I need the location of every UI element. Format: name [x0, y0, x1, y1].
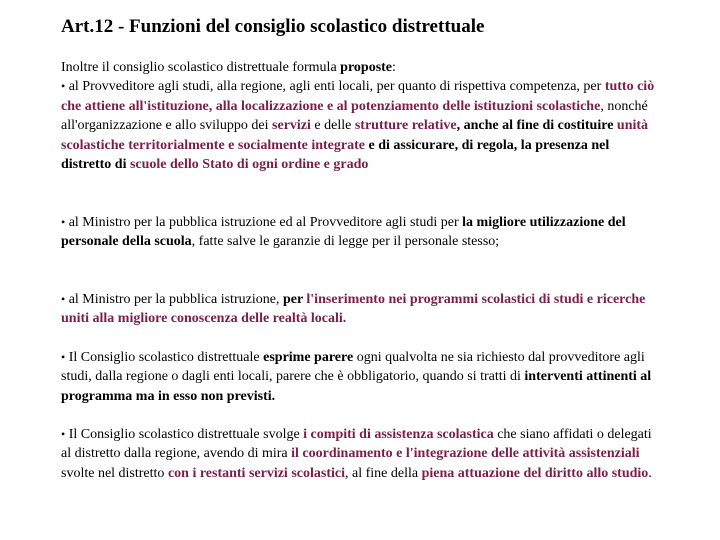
paragraph-esprime-parere: [61, 348, 661, 406]
highlight-span: il coordinamento e l'integrazione delle attività assistenziali: [291, 446, 640, 462]
highlight-span: l'inserimento nei programmi scolastici di studi e ricerche uniti alla migliore conoscenza delle realtà locali.: [61, 292, 646, 327]
bullet-icon: •: [61, 427, 66, 441]
text-span: Inoltre il consiglio scolastico distrettuale formula: [61, 60, 341, 75]
bold-span: per: [282, 292, 307, 307]
text-span: e delle: [310, 118, 355, 134]
bold-span: interventi attinenti al programma ma in esso non previsti.: [61, 369, 652, 404]
text-span: proposte: [340, 60, 393, 75]
text-span: al Ministro per la pubblica istruzione,: [65, 292, 283, 307]
highlight-span: con i restanti servizi scolastici: [167, 465, 345, 481]
bullet-icon: •: [61, 215, 66, 229]
paragraph-ministro-provveditore: [61, 213, 661, 252]
highlight-span: tutto ciò che attiene all'istituzione, alla localizzazione e al potenziamento delle istituzioni scolastiche: [61, 79, 655, 114]
highlight-span: scuole dello Stato di ogni ordine e grado: [129, 157, 369, 173]
bold-span: la migliore utilizzazione del personale della scuola: [61, 215, 626, 250]
bullet-icon: •: [61, 350, 66, 364]
highlight-span: servizi: [272, 118, 311, 134]
text-span: , al fine della: [344, 465, 422, 481]
text-span: ogni qualvolta ne sia richiesto dal provveditore agli studi, dalla regione o dagli enti locali, parere che è obbligatorio, quando si tratti di: [61, 350, 645, 385]
text-span: al Provveditore agli studi, alla regione, agli enti locali, per quanto di rispettiva competenza, per: [65, 79, 605, 95]
bold-span: esprime parere: [263, 350, 354, 365]
text-span: Il Consiglio scolastico distrettuale svolge: [65, 427, 304, 442]
text-span: :: [392, 60, 396, 75]
bullet-icon: •: [61, 292, 66, 306]
highlight-span: i compiti di assistenza scolastica: [303, 427, 494, 442]
paragraph-proposte: [61, 58, 661, 174]
text-span: , fatte salve le garanzie di legge per il personale stesso;: [191, 234, 500, 250]
bold-span: e di assicurare, di regola, la presenza nel distretto di: [61, 137, 610, 173]
paragraph-ministro-programmi: [61, 290, 661, 329]
highlight-span: piena attuazione del diritto allo studio: [421, 465, 649, 481]
text-span: che siano affidati o delegati al distretto dalla regione, avendo di mira: [61, 427, 652, 462]
text-span: al Ministro per la pubblica istruzione ed al Provveditore agli studi per: [65, 215, 463, 230]
highlight-span: unità scolastiche territorialmente e socialmente integrate: [61, 118, 649, 153]
highlight-span: strutture relative: [354, 118, 457, 134]
bold-span: , anche al fine di costituire: [456, 118, 617, 134]
page-title: Art.12 - Funzioni del consiglio scolastico distrettuale: [61, 16, 485, 37]
text-span: svolte nel distretto: [61, 465, 168, 481]
text-span: , nonché all'organizzazione e allo sviluppo dei: [61, 98, 648, 134]
bullet-icon: •: [61, 79, 66, 94]
paragraph-assistenza-scolastica: [61, 425, 661, 483]
text-span: Il Consiglio scolastico distrettuale: [65, 350, 264, 365]
text-span: .: [648, 465, 652, 481]
